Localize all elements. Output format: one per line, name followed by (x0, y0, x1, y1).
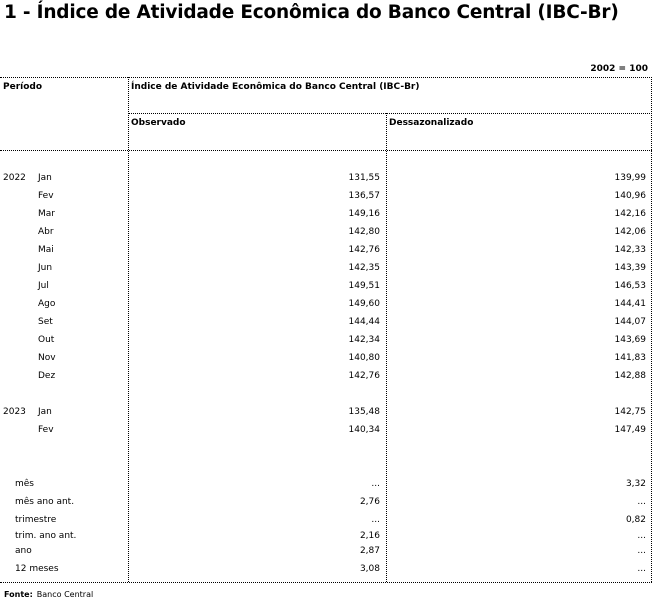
row-month: Fev (38, 191, 54, 201)
row-month: Jun (38, 263, 53, 273)
variation-observado-value: ... (371, 479, 380, 489)
table-bottom-rule (0, 582, 652, 583)
variation-observado-value: 2,87 (359, 546, 380, 556)
row-month: Fev (38, 425, 54, 435)
row-month: Jul (38, 281, 49, 291)
row-observado-value: 142,76 (348, 245, 380, 255)
row-observado-value: 149,16 (348, 209, 380, 219)
variation-observado-value: ... (371, 515, 380, 525)
row-dessazonalizado-value: 139,99 (614, 173, 646, 183)
row-month: Mar (38, 209, 55, 219)
row-observado-value: 149,51 (348, 281, 380, 291)
row-dessazonalizado-value: 143,69 (614, 335, 646, 345)
row-dessazonalizado-value: 142,75 (614, 407, 646, 417)
row-month: Nov (38, 353, 56, 363)
header-dessazonalizado: Dessazonalizado (389, 118, 474, 128)
header-bottom-rule (0, 150, 652, 151)
row-month: Dez (38, 371, 56, 381)
footer-source (4, 590, 93, 599)
row-month: Jan (38, 407, 52, 417)
row-observado-value: 140,80 (348, 353, 380, 363)
variation-label: 12 meses (15, 564, 59, 574)
row-year: 2023 (3, 407, 26, 417)
column-divider-1 (128, 77, 129, 582)
row-month: Set (38, 317, 53, 327)
variation-label: trimestre (15, 515, 57, 525)
row-dessazonalizado-value: 144,07 (614, 317, 646, 327)
page-title: 1 - Índice de Atividade Econômica do Banco Central (IBC-Br) (4, 2, 619, 23)
variation-label: mês ano ant. (15, 497, 75, 507)
row-dessazonalizado-value: 142,33 (614, 245, 646, 255)
base-note: 2002 = 100 (590, 64, 648, 74)
row-year: 2022 (3, 173, 26, 183)
row-dessazonalizado-value: 140,96 (614, 191, 646, 201)
footer-label: Fonte: (4, 590, 33, 599)
variation-observado-value: 2,76 (359, 497, 380, 507)
variation-dessazonalizado-value: 3,32 (625, 479, 646, 489)
variation-observado-value: 3,08 (359, 564, 380, 574)
header-observado: Observado (131, 118, 186, 128)
variation-label: ano (15, 546, 32, 556)
row-month: Mai (38, 245, 54, 255)
column-divider-2 (386, 113, 387, 582)
row-observado-value: 135,48 (348, 407, 380, 417)
row-observado-value: 142,76 (348, 371, 380, 381)
row-dessazonalizado-value: 142,16 (614, 209, 646, 219)
variation-dessazonalizado-value: ... (637, 497, 646, 507)
variation-label: trim. ano ant. (15, 531, 77, 541)
row-observado-value: 142,34 (348, 335, 380, 345)
row-dessazonalizado-value: 146,53 (614, 281, 646, 291)
row-month: Out (38, 335, 55, 345)
row-observado-value: 140,34 (348, 425, 380, 435)
header-index-name: Índice de Atividade Econômica do Banco Central (IBC-Br) (131, 82, 420, 92)
variation-label: mês (15, 479, 34, 489)
header-sub-rule (128, 113, 652, 114)
row-dessazonalizado-value: 142,88 (614, 371, 646, 381)
variation-dessazonalizado-value: ... (637, 531, 646, 541)
row-month: Jan (38, 173, 52, 183)
variation-dessazonalizado-value: ... (637, 546, 646, 556)
row-observado-value: 136,57 (348, 191, 380, 201)
row-observado-value: 149,60 (348, 299, 380, 309)
row-dessazonalizado-value: 147,49 (614, 425, 646, 435)
row-month: Ago (38, 299, 56, 309)
variation-dessazonalizado-value: 0,82 (625, 515, 646, 525)
row-dessazonalizado-value: 144,41 (614, 299, 646, 309)
footer-source-text: Banco Central (36, 590, 94, 599)
row-dessazonalizado-value: 142,06 (614, 227, 646, 237)
row-observado-value: 142,80 (348, 227, 380, 237)
variation-observado-value: 2,16 (359, 531, 380, 541)
row-dessazonalizado-value: 141,83 (614, 353, 646, 363)
row-dessazonalizado-value: 143,39 (614, 263, 646, 273)
header-periodo: Período (3, 82, 43, 92)
row-observado-value: 142,35 (348, 263, 380, 273)
table-top-rule (0, 77, 652, 78)
row-month: Abr (38, 227, 54, 237)
variation-dessazonalizado-value: ... (637, 564, 646, 574)
row-observado-value: 131,55 (348, 173, 380, 183)
row-observado-value: 144,44 (348, 317, 380, 327)
